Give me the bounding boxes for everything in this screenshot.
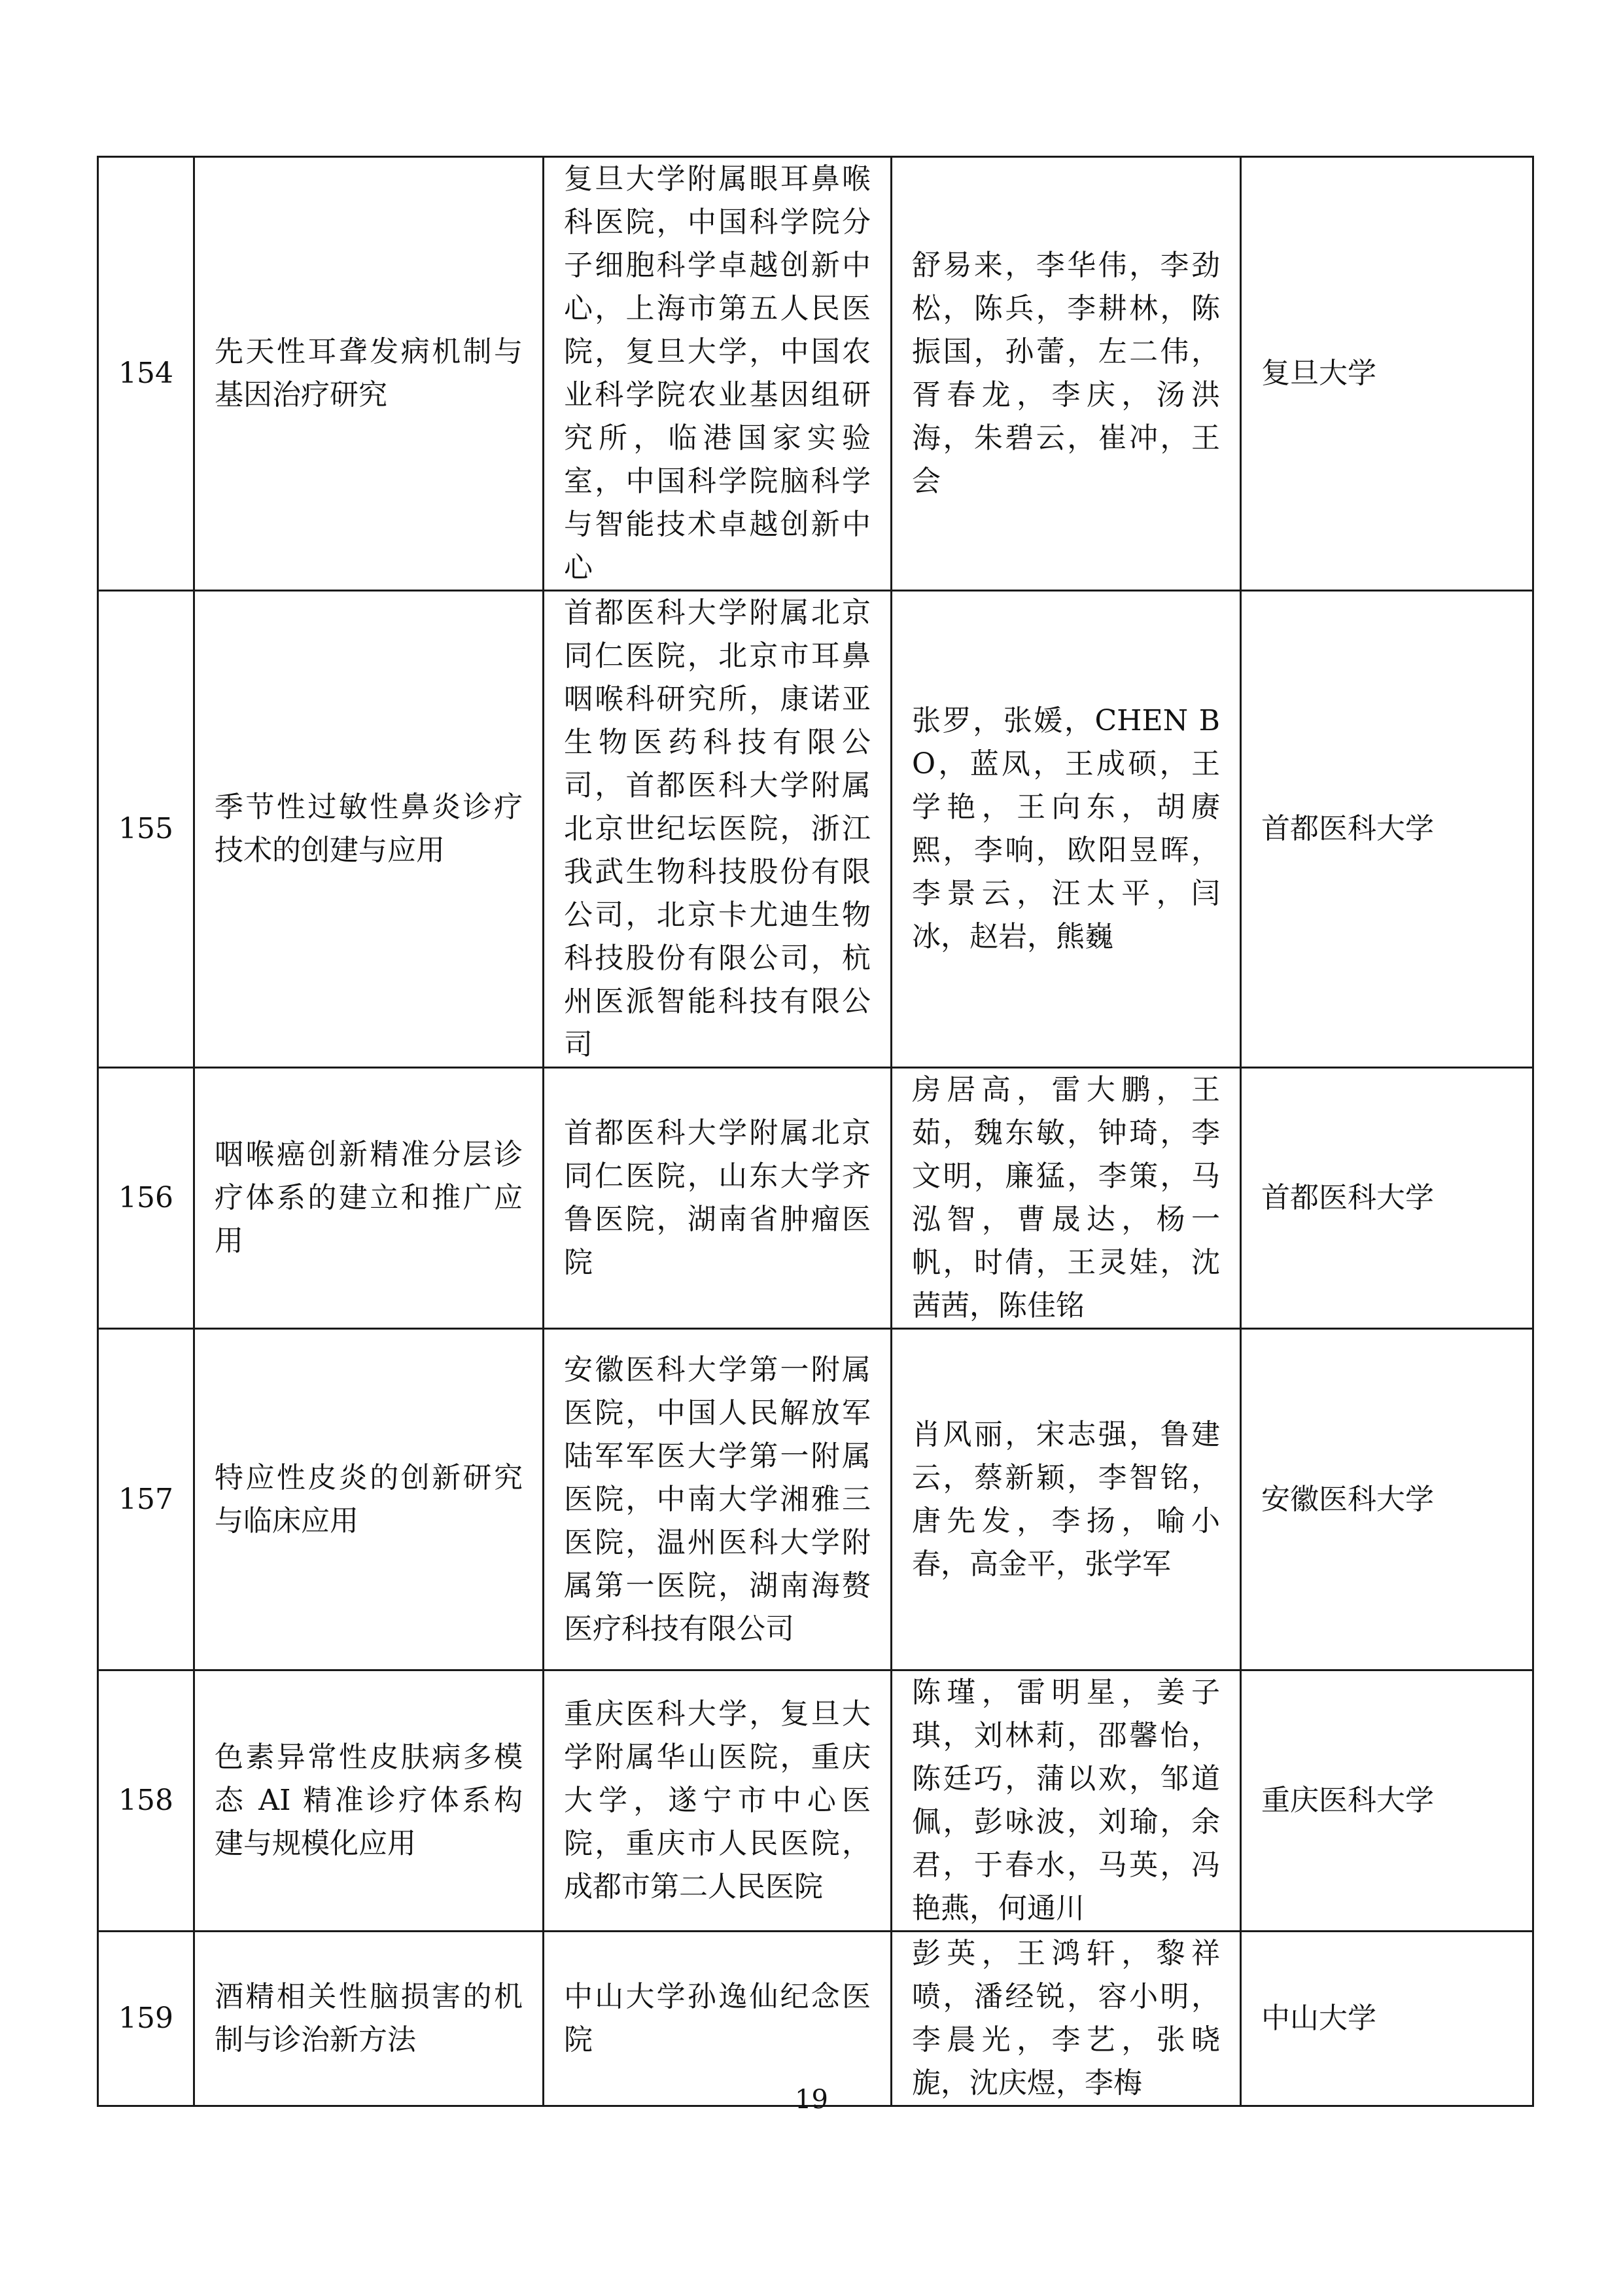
- completing-units: 重庆医科大学，复旦大学附属华山医院，重庆大学，遂宁市中心医院，重庆市人民医院，成都市第二人民医院: [544, 1670, 892, 1932]
- completing-units: 安徽医科大学第一附属医院，中国人民解放军陆军军医大学第一附属医院，中南大学湘雅三医院，温州医科大学附属第一医院，湖南海赘医疗科技有限公司: [544, 1329, 892, 1670]
- row-number: 155: [98, 591, 194, 1068]
- nominating-unit: 首都医科大学: [1241, 591, 1533, 1068]
- completing-people: 房居高，雷大鹏，王茹，魏东敏，钟琦，李文明，廉猛，李策，马泓智，曹晟达，杨一帆，时倩，王灵娃，沈茜茜，陈佳铭: [892, 1068, 1241, 1329]
- project-name: 酒精相关性脑损害的机制与诊治新方法: [194, 1932, 544, 2106]
- completing-units: 首都医科大学附属北京同仁医院，北京市耳鼻咽喉科研究所，康诺亚生物医药科技有限公司，首都医科大学附属北京世纪坛医院，浙江我武生物科技股份有限公司，北京卡尤迪生物科技股份有限公司，杭州医派智能科技有限公司: [544, 591, 892, 1068]
- project-name: 季节性过敏性鼻炎诊疗技术的创建与应用: [194, 591, 544, 1068]
- completing-units: 中山大学孙逸仙纪念医院: [544, 1932, 892, 2106]
- project-name: 特应性皮炎的创新研究与临床应用: [194, 1329, 544, 1670]
- completing-people: 张罗，张媛，CHEN BO，蓝凤，王成硕，王学艳，王向东，胡赓熙，李响，欧阳昱晖，李景云，汪太平，闫冰，赵岩，熊巍: [892, 591, 1241, 1068]
- completing-people: 彭英，王鸿轩，黎祥喷，潘经锐，容小明，李晨光，李艺，张晓旎，沈庆煜，李梅: [892, 1932, 1241, 2106]
- nominating-unit: 安徽医科大学: [1241, 1329, 1533, 1670]
- completing-units: 首都医科大学附属北京同仁医院，山东大学齐鲁医院，湖南省肿瘤医院: [544, 1068, 892, 1329]
- nominating-unit: 复旦大学: [1241, 157, 1533, 591]
- table-row: [98, 1329, 1533, 1670]
- table-row: [98, 157, 1533, 591]
- table-row: [98, 1670, 1533, 1932]
- award-table: [97, 156, 1534, 2107]
- project-name: 咽喉癌创新精准分层诊疗体系的建立和推广应用: [194, 1068, 544, 1329]
- table-row: [98, 591, 1533, 1068]
- page-number: 19: [795, 2085, 828, 2115]
- nominating-unit: 首都医科大学: [1241, 1068, 1533, 1329]
- row-number: 156: [98, 1068, 194, 1329]
- table-row: [98, 1932, 1533, 2106]
- completing-units: 复旦大学附属眼耳鼻喉科医院，中国科学院分子细胞科学卓越创新中心，上海市第五人民医院，复旦大学，中国农业科学院农业基因组研究所，临港国家实验室，中国科学院脑科学与智能技术卓越创新中心: [544, 157, 892, 591]
- nominating-unit: 中山大学: [1241, 1932, 1533, 2106]
- project-name: 先天性耳聋发病机制与基因治疗研究: [194, 157, 544, 591]
- row-number: 154: [98, 157, 194, 591]
- completing-people: 陈瑾，雷明星，姜子琪，刘林莉，邵馨怡，陈廷巧，蒲以欢，邹道佩，彭咏波，刘瑜，余君，于春水，马英，冯艳燕，何通川: [892, 1670, 1241, 1932]
- table-row: [98, 1068, 1533, 1329]
- completing-people: 肖风丽，宋志强，鲁建云，蔡新颖，李智铭，唐先发，李扬，喻小春，高金平，张学军: [892, 1329, 1241, 1670]
- nominating-unit: 重庆医科大学: [1241, 1670, 1533, 1932]
- completing-people: 舒易来，李华伟，李劲松，陈兵，李耕林，陈振国，孙蕾，左二伟，胥春龙，李庆，汤洪海，朱碧云，崔冲，王会: [892, 157, 1241, 591]
- row-number: 157: [98, 1329, 194, 1670]
- row-number: 158: [98, 1670, 194, 1932]
- project-name: 色素异常性皮肤病多模态 AI 精准诊疗体系构建与规模化应用: [194, 1670, 544, 1932]
- row-number: 159: [98, 1932, 194, 2106]
